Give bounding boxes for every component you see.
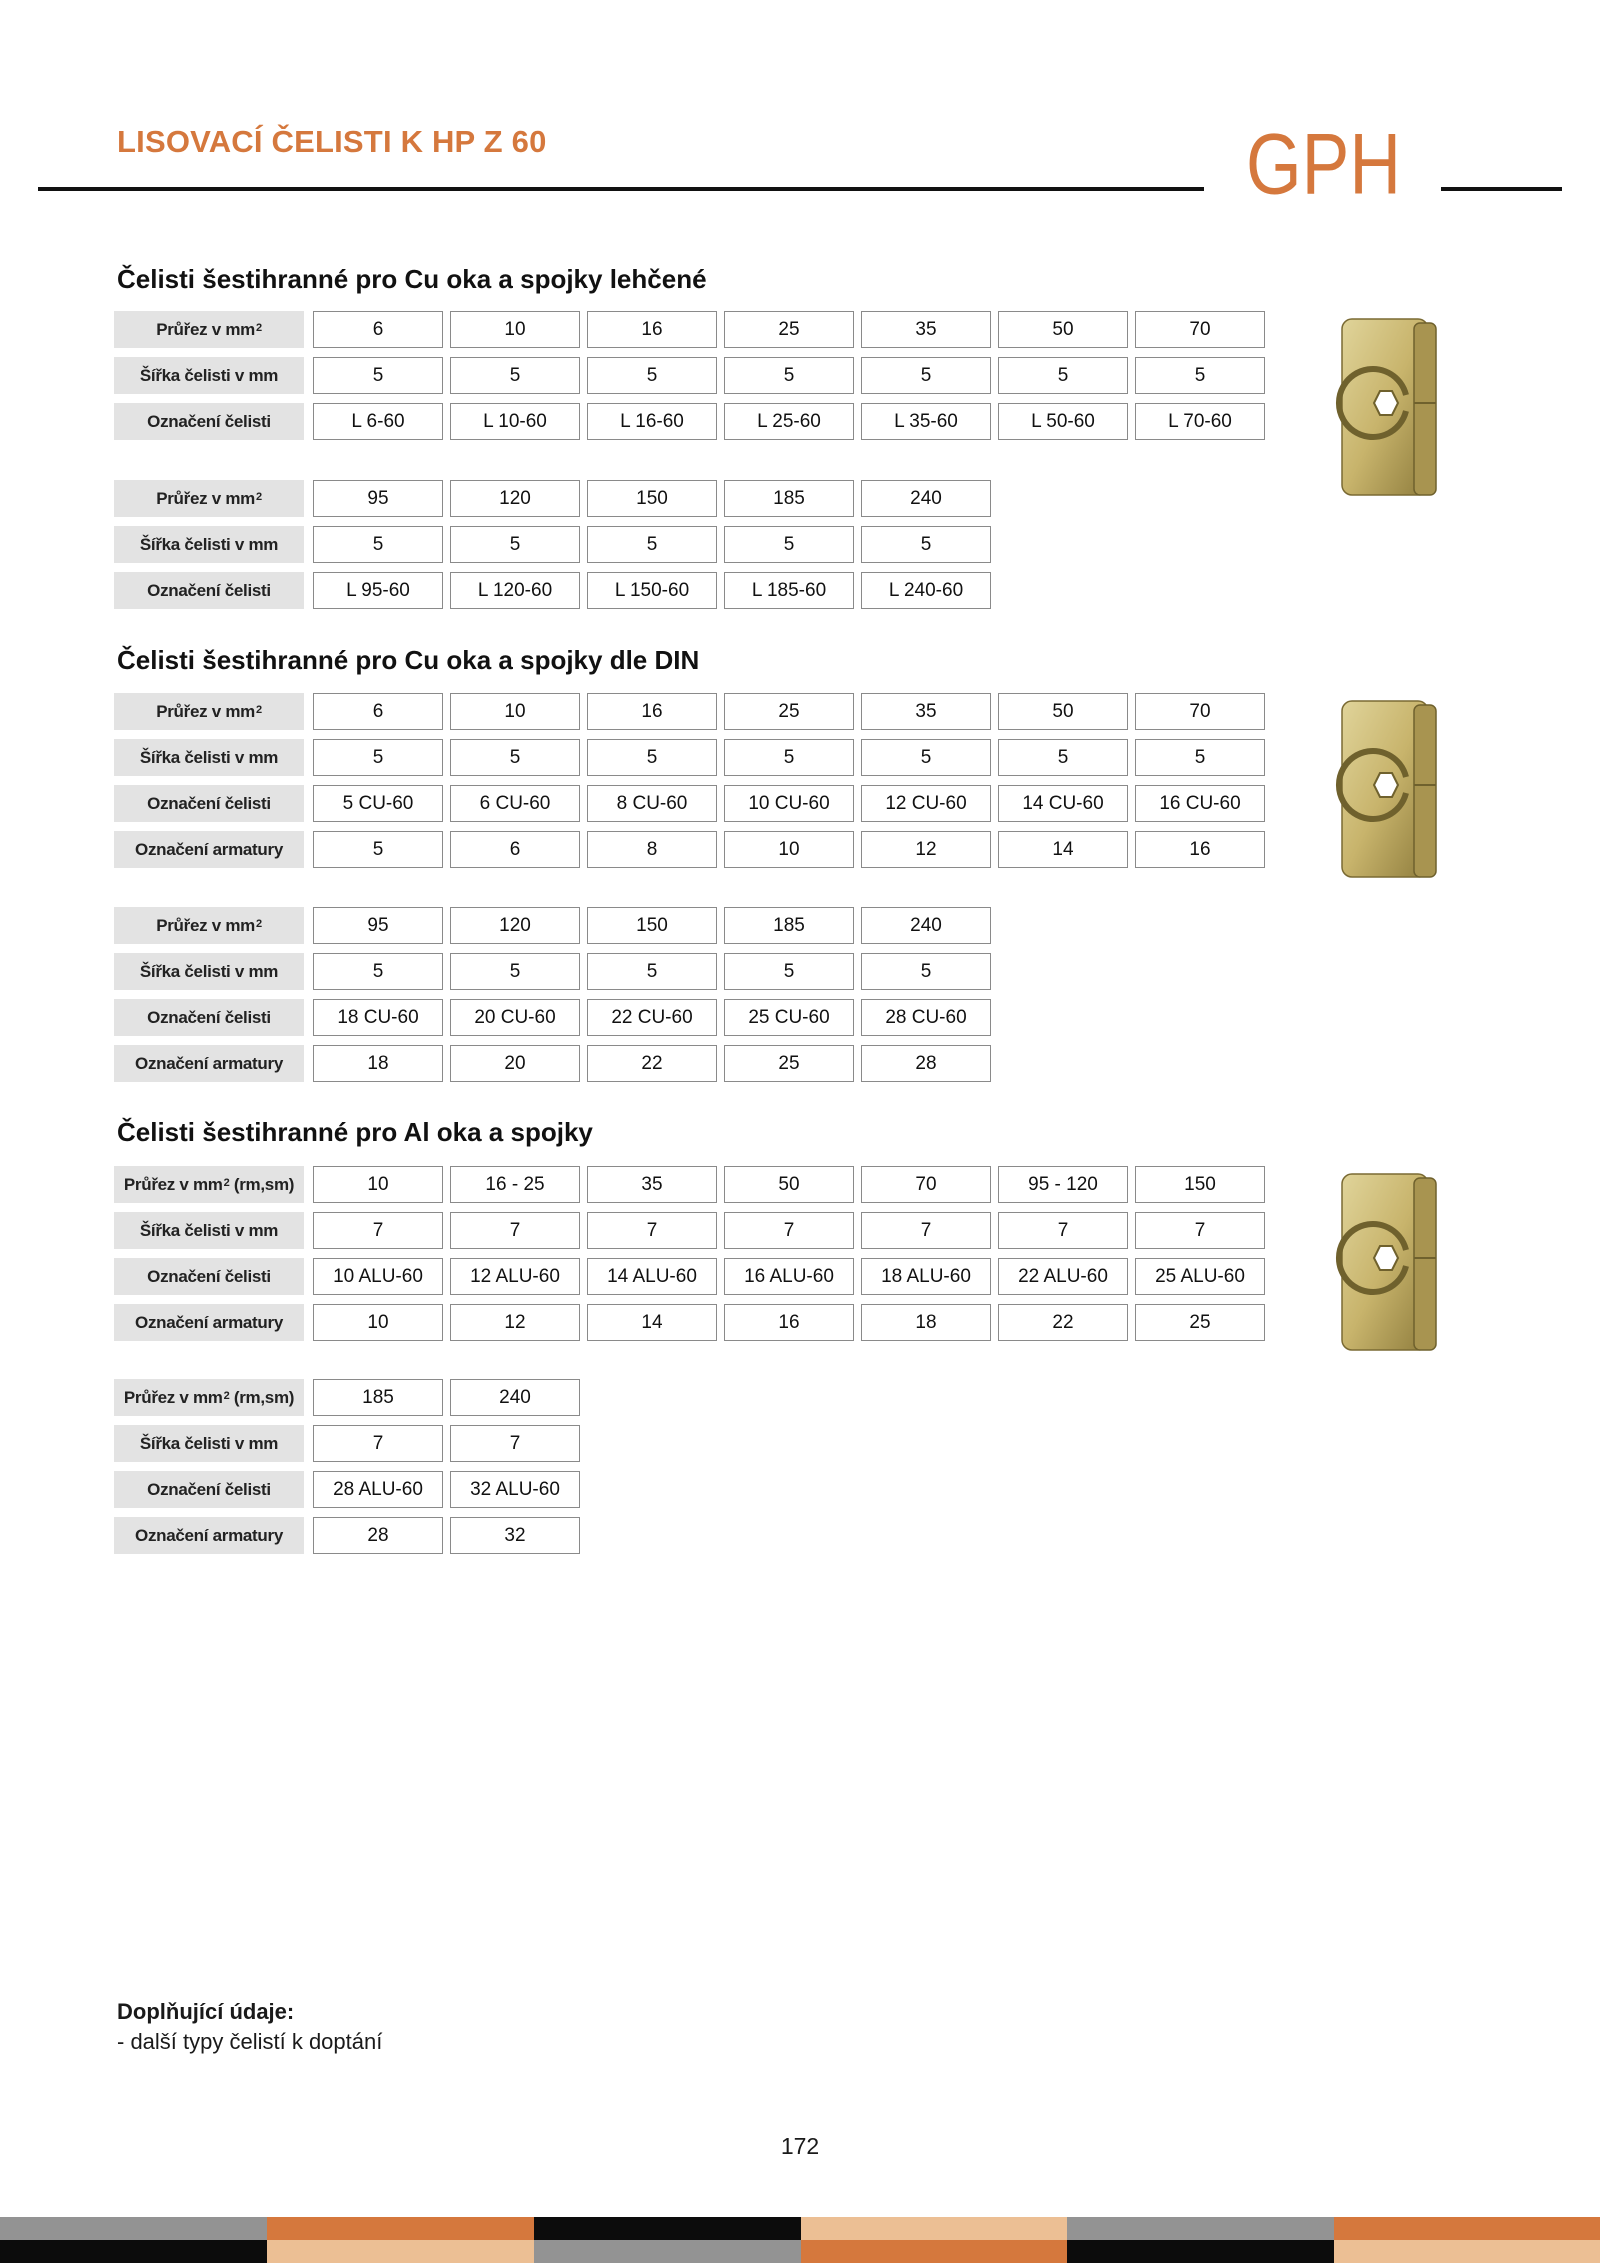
table-cell: 5 [1135,739,1265,776]
table-cell: 7 [313,1425,443,1462]
table-cell: 7 [998,1212,1128,1249]
table-cell: 150 [587,907,717,944]
hex-jaw-image [1336,1170,1446,1356]
label-width: Šířka čelisti v mm [114,1212,304,1249]
table-cell: 150 [1135,1166,1265,1203]
table-cell: 5 CU-60 [313,785,443,822]
table-cell: 5 [998,357,1128,394]
label-width: Šířka čelisti v mm [114,526,304,563]
label-jaw: Označení čelisti [114,1258,304,1295]
table-cell: 18 CU-60 [313,999,443,1036]
table-cell: 6 [313,693,443,730]
label-width: Šířka čelisti v mm [114,953,304,990]
table-cell: 5 [998,739,1128,776]
table-cell: L 120-60 [450,572,580,609]
table-cell: 70 [861,1166,991,1203]
table-cell: 14 ALU-60 [587,1258,717,1295]
table-cell: 5 [450,526,580,563]
table-cell: 28 CU-60 [861,999,991,1036]
table-cell: L 185-60 [724,572,854,609]
table-cell: 120 [450,480,580,517]
table-cell: 5 [587,953,717,990]
table-cell: 7 [1135,1212,1265,1249]
header-rule-right [1441,187,1562,191]
table-cell: 5 [724,526,854,563]
table-cell: 5 [587,739,717,776]
table-cell: L 10-60 [450,403,580,440]
table-cell: 22 ALU-60 [998,1258,1128,1295]
table-cell: 6 [450,831,580,868]
footer-stripe [801,2240,1067,2263]
table-cell: 18 [313,1045,443,1082]
table-cell: 10 [450,311,580,348]
table-cell: 16 [587,693,717,730]
section-title-cu-din: Čelisti šestihranné pro Cu oka a spojky dle DIN [117,645,700,675]
footer-stripe [534,2217,801,2240]
table-cell: 25 [724,693,854,730]
hex-jaw-image [1336,697,1446,883]
label-fitting: Označení armatury [114,831,304,868]
table-cell: 16 [1135,831,1265,868]
table-cell: 5 [861,953,991,990]
footer-stripe [534,2240,801,2263]
table-cell: 5 [450,739,580,776]
table-cell: 5 [313,953,443,990]
label-width: Šířka čelisti v mm [114,357,304,394]
table-cell: 50 [724,1166,854,1203]
table-cell: 28 ALU-60 [313,1471,443,1508]
table-cell: L 25-60 [724,403,854,440]
table-cell: 240 [861,480,991,517]
gph-logo [1244,118,1404,218]
section-title-cu-light: Čelisti šestihranné pro Cu oka a spojky lehčené [117,264,707,294]
table-cell: 16 [724,1304,854,1341]
section-title-al: Čelisti šestihranné pro Al oka a spojky [117,1117,593,1147]
table-cell: 95 - 120 [998,1166,1128,1203]
label-jaw: Označení čelisti [114,572,304,609]
table-cell: 28 [313,1517,443,1554]
table-cell: 12 [861,831,991,868]
page-number: 172 [780,2133,820,2159]
label-jaw: Označení čelisti [114,1471,304,1508]
table-cell: 28 [861,1045,991,1082]
table-cell: 185 [724,480,854,517]
table-cell: 16 - 25 [450,1166,580,1203]
table-cell: 12 CU-60 [861,785,991,822]
table-cell: 20 CU-60 [450,999,580,1036]
table-cell: 5 [861,357,991,394]
table-cell: 7 [587,1212,717,1249]
table-cell: 10 [313,1166,443,1203]
table-cell: 18 ALU-60 [861,1258,991,1295]
table-cell: 10 CU-60 [724,785,854,822]
table-cell: 22 CU-60 [587,999,717,1036]
table-cell: 35 [861,693,991,730]
table-cell: L 95-60 [313,572,443,609]
table-cell: 5 [724,953,854,990]
table-cell: 22 [587,1045,717,1082]
table-cell: 6 CU-60 [450,785,580,822]
table-cell: 185 [724,907,854,944]
table-cell: 120 [450,907,580,944]
table-cell: 6 [313,311,443,348]
table-cell: 16 [587,311,717,348]
table-cell: L 240-60 [861,572,991,609]
hex-jaw-image [1336,315,1446,501]
table-cell: 240 [450,1379,580,1416]
table-cell: 95 [313,480,443,517]
table-cell: 7 [724,1212,854,1249]
label-cross-rmsm: Průřez v mm $^2$ (rm,sm) [114,1166,304,1203]
table-cell: 5 [861,526,991,563]
table-cell: 32 [450,1517,580,1554]
table-cell: 10 ALU-60 [313,1258,443,1295]
footer-stripe [0,2217,267,2240]
table-cell: 5 [724,357,854,394]
table-cell: 25 [724,1045,854,1082]
table-cell: 5 [313,739,443,776]
table-cell: 5 [1135,357,1265,394]
table-cell: 240 [861,907,991,944]
notes-title: Doplňující údaje: [117,1999,295,2024]
footer-stripe [0,2240,267,2263]
table-cell: 32 ALU-60 [450,1471,580,1508]
label-cross-rmsm: Průřez v mm $^2$ (rm,sm) [114,1379,304,1416]
table-cell: 35 [587,1166,717,1203]
table-cell: 16 ALU-60 [724,1258,854,1295]
logo-text: GPH [1246,116,1401,213]
table-cell: 25 CU-60 [724,999,854,1036]
table-cell: L 35-60 [861,403,991,440]
table-cell: 25 [1135,1304,1265,1341]
table-cell: 5 [587,526,717,563]
table-cell: 5 [313,526,443,563]
table-cell: 35 [861,311,991,348]
table-cell: 5 [313,831,443,868]
table-cell: 70 [1135,693,1265,730]
table-cell: 70 [1135,311,1265,348]
label-jaw: Označení čelisti [114,785,304,822]
table-cell: 150 [587,480,717,517]
table-cell: L 50-60 [998,403,1128,440]
table-cell: 7 [450,1212,580,1249]
footer-stripe [1334,2240,1600,2263]
label-jaw: Označení čelisti [114,403,304,440]
table-cell: 7 [313,1212,443,1249]
table-cell: 50 [998,693,1128,730]
table-cell: L 150-60 [587,572,717,609]
label-fitting: Označení armatury [114,1304,304,1341]
footer-stripe [1067,2240,1334,2263]
table-cell: 20 [450,1045,580,1082]
table-cell: 7 [861,1212,991,1249]
footer-stripe [267,2217,534,2240]
table-cell: 14 [587,1304,717,1341]
table-cell: 14 CU-60 [998,785,1128,822]
table-cell: 5 [587,357,717,394]
table-cell: 18 [861,1304,991,1341]
table-cell: 12 [450,1304,580,1341]
label-width: Šířka čelisti v mm [114,1425,304,1462]
table-cell: 95 [313,907,443,944]
table-cell: 5 [450,953,580,990]
label-fitting: Označení armatury [114,1517,304,1554]
table-cell: 10 [313,1304,443,1341]
table-cell: L 6-60 [313,403,443,440]
label-cross: Průřez v mm $^2$ [114,907,304,944]
table-cell: 14 [998,831,1128,868]
header-rule-left [38,187,1204,191]
label-cross: Průřez v mm $^2$ [114,311,304,348]
table-cell: 16 CU-60 [1135,785,1265,822]
table-cell: 22 [998,1304,1128,1341]
table-cell: 8 [587,831,717,868]
table-cell: 8 CU-60 [587,785,717,822]
footer-stripe [1067,2217,1334,2240]
label-jaw: Označení čelisti [114,999,304,1036]
label-fitting: Označení armatury [114,1045,304,1082]
table-cell: 5 [861,739,991,776]
label-cross: Průřez v mm $^2$ [114,480,304,517]
table-cell: 25 [724,311,854,348]
table-cell: 10 [724,831,854,868]
footer-stripe [267,2240,534,2263]
table-cell: L 16-60 [587,403,717,440]
page-title: LISOVACÍ ČELISTI K HP Z 60 [117,124,547,159]
table-cell: 25 ALU-60 [1135,1258,1265,1295]
footer-stripe [1334,2217,1600,2240]
table-cell: L 70-60 [1135,403,1265,440]
notes-item: - další typy čelistí k doptání [117,2029,383,2054]
table-cell: 5 [724,739,854,776]
footer-stripe [801,2217,1067,2240]
table-cell: 7 [450,1425,580,1462]
table-cell: 5 [450,357,580,394]
table-cell: 12 ALU-60 [450,1258,580,1295]
table-cell: 185 [313,1379,443,1416]
label-cross: Průřez v mm $^2$ [114,693,304,730]
table-cell: 50 [998,311,1128,348]
table-cell: 5 [313,357,443,394]
table-cell: 10 [450,693,580,730]
label-width: Šířka čelisti v mm [114,739,304,776]
